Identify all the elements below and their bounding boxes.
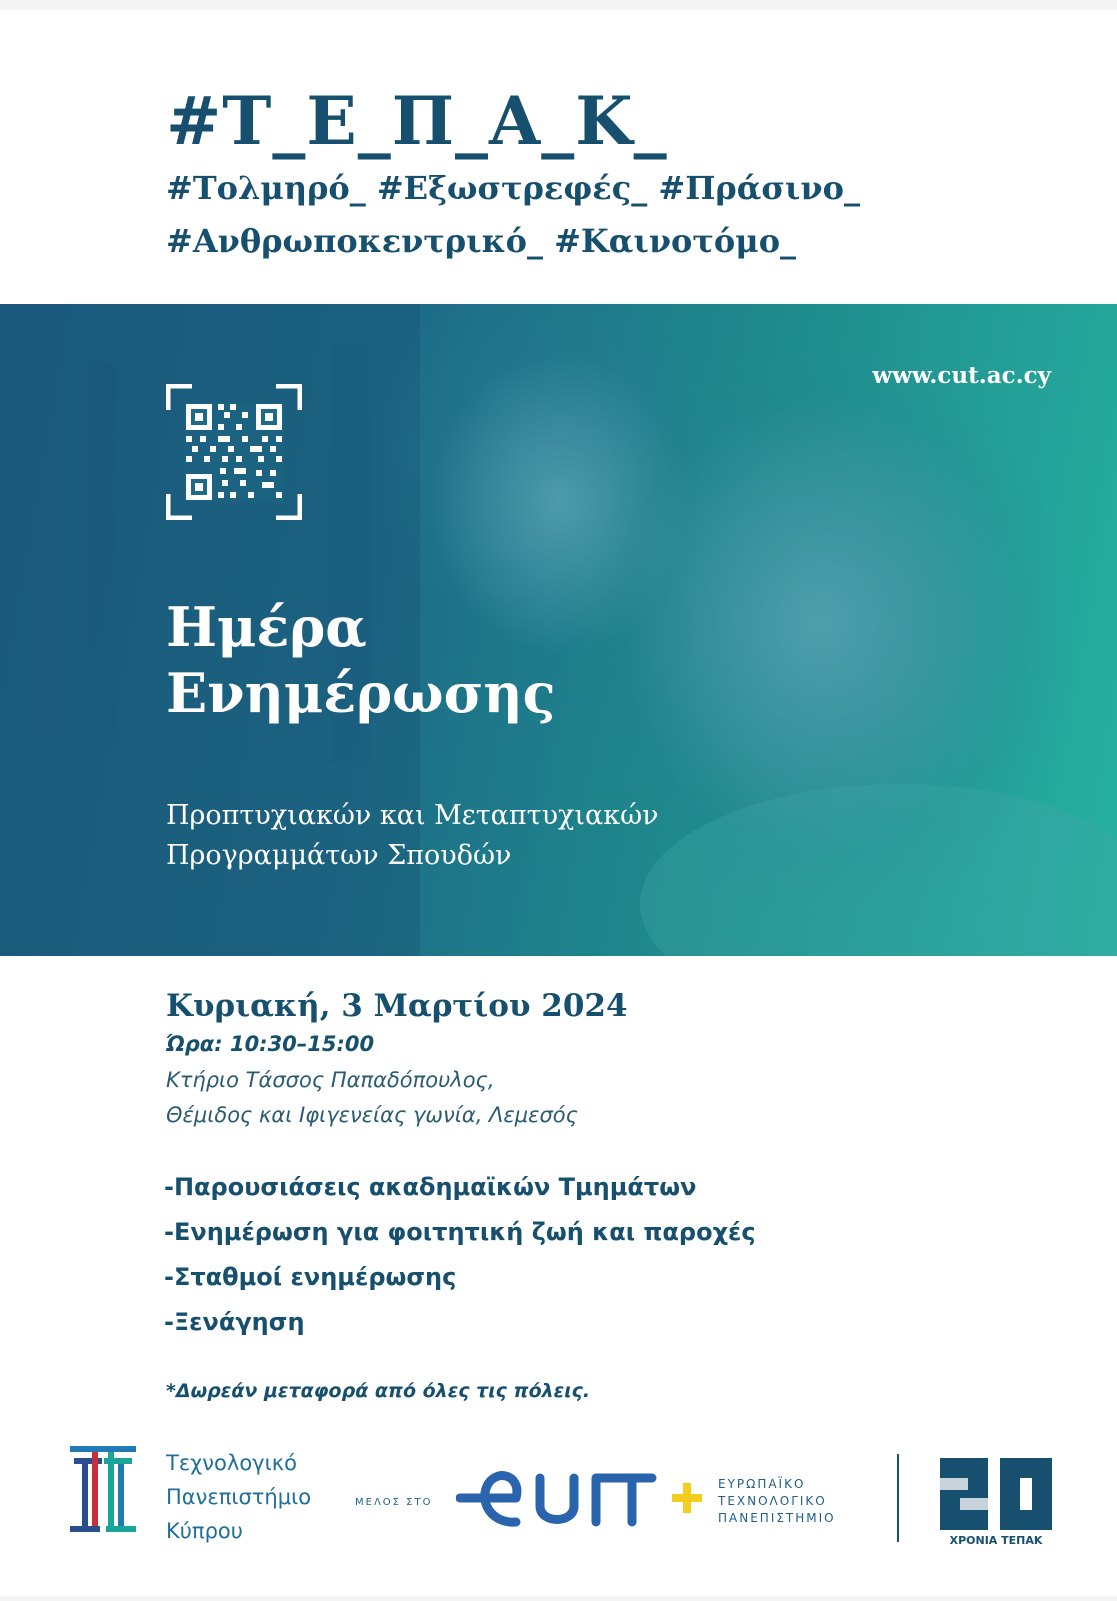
hero-subtitle-line-1: Προπτυχιακών και Μεταπτυχιακών (166, 800, 659, 831)
hashtag-line-2: #Ανθρωποκεντρικό_ #Καινοτόμο_ (166, 222, 797, 260)
qr-code-icon[interactable] (166, 384, 302, 520)
transport-note: *Δωρεάν μεταφορά από όλες τις πόλεις. (166, 1380, 591, 1402)
eut-name (718, 1476, 836, 1527)
main-hashtag: #Τ_Ε_Π_Α_Κ_ (166, 82, 668, 160)
twenty-years-logo-icon (940, 1458, 1052, 1530)
time-value: 10:30–15:00 (229, 1032, 375, 1056)
cut-name (166, 1446, 311, 1548)
hero-subtitle-line-2: Προγραμμάτων Σπουδών (166, 840, 512, 871)
footer-divider (897, 1454, 899, 1542)
hero-title-line-1: Ημέρα (166, 595, 367, 659)
poster (0, 10, 1117, 1596)
website-url[interactable]: www.cut.ac.cy (872, 362, 1051, 389)
hashtag-line-1: #Τολμηρό_ #Εξωστρεφές_ #Πράσινο_ (166, 169, 860, 207)
cut-name-line-3: Κύπρου (166, 1519, 243, 1543)
eut-name-line-3: ΠΑΝΕΠΙΣΤΗΜΙΟ (718, 1511, 836, 1525)
hero-title (166, 594, 556, 726)
eut-logo-icon (456, 1462, 704, 1536)
event-date: Κυριακή, 3 Μαρτίου 2024 (166, 988, 628, 1024)
hero-title-line-2: Ενημέρωσης (166, 661, 556, 725)
member-label: ΜΕΛΟΣ ΣΤΟ (355, 1497, 433, 1508)
hero-subtitle (166, 796, 659, 876)
eut-name-line-1: ΕΥΡΩΠΑΪΚΟ (718, 1477, 806, 1491)
anniversary-label: ΧΡΟΝΙΑ ΤΕΠΑΚ (949, 1534, 1043, 1547)
address-line-1: Κτήριο Τάσσος Παπαδόπουλος, (166, 1068, 495, 1092)
list-item: -Παρουσιάσεις ακαδημαϊκών Τμημάτων (164, 1173, 697, 1201)
eut-name-line-2: ΤΕΧΝΟΛΟΓΙΚΟ (718, 1494, 827, 1508)
cut-name-line-1: Τεχνολογικό (166, 1451, 297, 1475)
list-item: -Ενημέρωση για φοιτητική ζωή και παροχές (164, 1218, 756, 1246)
cut-name-line-2: Πανεπιστήμιο (166, 1485, 312, 1509)
address-line-2: Θέμιδος και Ιφιγενείας γωνία, Λεμεσός (166, 1103, 578, 1127)
list-item: -Σταθμοί ενημέρωσης (164, 1263, 457, 1291)
time-label: Ώρα: (166, 1032, 230, 1056)
cut-logo-icon (70, 1446, 136, 1532)
event-time (166, 1032, 374, 1056)
list-item: -Ξενάγηση (164, 1308, 305, 1336)
hero-banner (0, 304, 1117, 956)
activities-list (164, 1165, 756, 1345)
